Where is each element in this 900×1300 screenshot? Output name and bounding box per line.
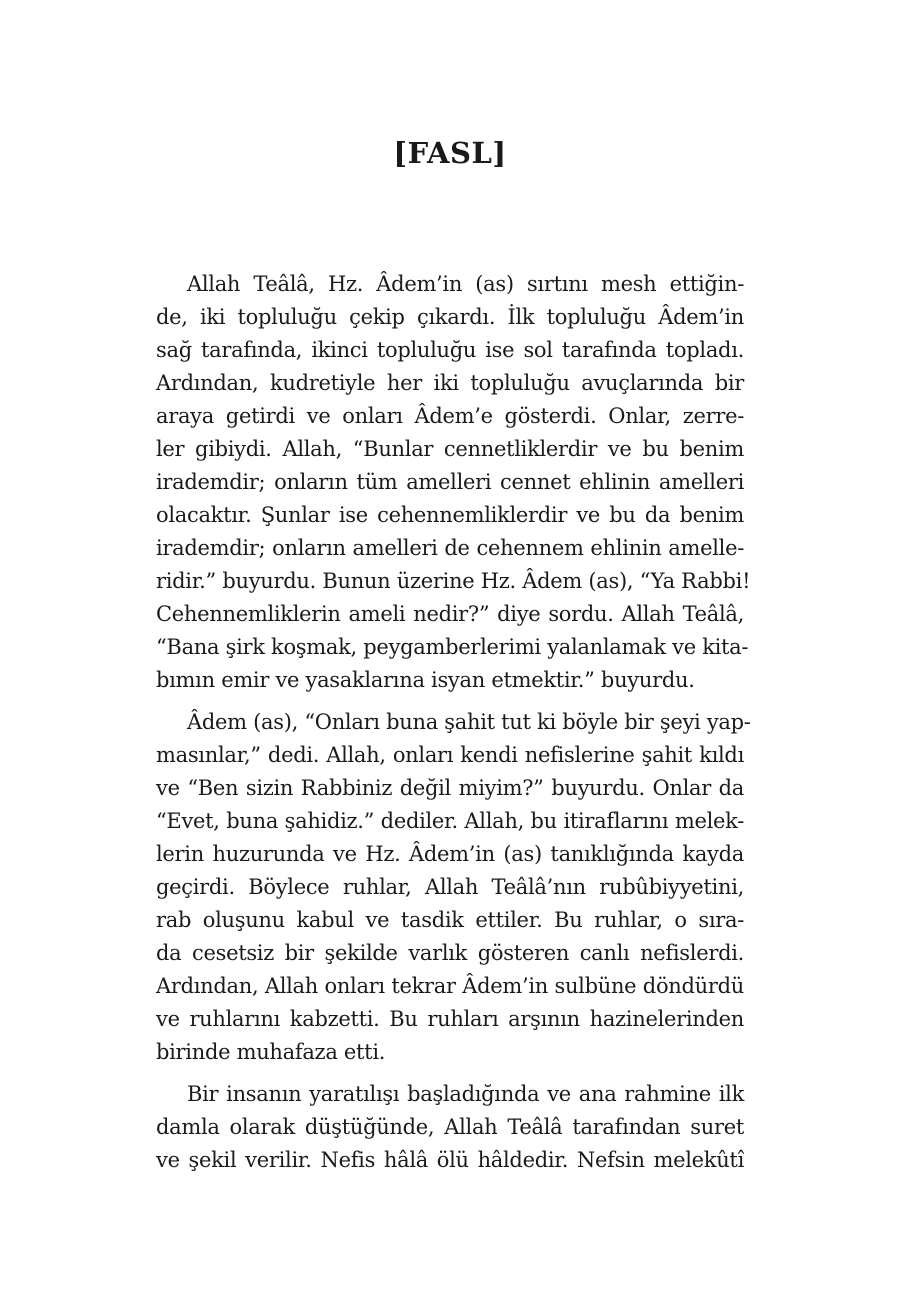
text-line: Ardından, kudretiyle her iki topluluğu avuçlarında bir [156,371,744,395]
paragraph-gap [156,697,744,706]
text-line: ler gibiydi. Allah, “Bunlar cennetliklerdir ve bu benim [156,437,744,461]
text-line: “Evet, buna şahidiz.” dediler. Allah, bu itiraflarını melek- [156,809,744,833]
text-line: Bir insanın yaratılışı başladığında ve ana rahmine ilk [187,1082,744,1106]
text-line: ridir.” buyurdu. Bunun üzerine Hz. Âdem (as), “Ya Rabbi! [156,569,751,593]
text-line: birinde muhafaza etti. [156,1040,386,1064]
text-line: araya getirdi ve onları Âdem’e gösterdi. Onlar, zerre- [156,404,744,428]
body-text [156,268,751,1177]
text-line: Cehennemliklerin ameli nedir?” diye sordu. Allah Teâlâ, [156,602,744,626]
text-line: ve “Ben sizin Rabbiniz değil miyim?” buyurdu. Onlar da [156,776,744,800]
paragraph-2 [156,706,751,1069]
text-line: Ardından, Allah onları tekrar Âdem’in sulbüne döndürdü [156,974,744,998]
paragraph-gap [156,1069,744,1078]
text-line: Âdem (as), “Onları buna şahit tut ki böyle bir şeyi yap- [187,710,751,734]
paragraph-1 [156,268,751,697]
text-line: rab oluşunu kabul ve tasdik ettiler. Bu ruhlar, o sıra- [156,908,744,932]
text-line: sağ tarafında, ikinci topluluğu ise sol tarafında topladı. [156,338,744,362]
chapter-title: [FASL] [393,136,507,170]
text-line: damla olarak düştüğünde, Allah Teâlâ tarafından suret [156,1115,744,1139]
text-line: masınlar,” dedi. Allah, onları kendi nefislerine şahit kıldı [156,743,744,767]
text-line: ve şekil verilir. Nefis hâlâ ölü hâldedir. Nefsin melekûtî [156,1148,744,1172]
text-line: ve ruhlarını kabzetti. Bu ruhları arşının hazinelerinden [156,1007,744,1031]
text-line: geçirdi. Böylece ruhlar, Allah Teâlâ’nın rubûbiyyetini, [156,875,744,899]
paragraph-3 [156,1078,744,1177]
text-line: olacaktır. Şunlar ise cehennemliklerdir ve bu da benim [156,503,744,527]
text-line: irademdir; onların tüm amelleri cennet ehlinin amelleri [156,470,744,494]
text-line: da cesetsiz bir şekilde varlık gösteren canlı nefislerdi. [156,941,744,965]
text-line: de, iki topluluğu çekip çıkardı. İlk topluluğu Âdem’in [156,305,744,329]
text-line: lerin huzurunda ve Hz. Âdem’in (as) tanıklığında kayda [156,842,744,866]
text-line: irademdir; onların amelleri de cehennem ehlinin amelle- [156,536,744,560]
text-line: “Bana şirk koşmak, peygamberlerimi yalanlamak ve kita- [156,635,749,659]
text-line: bımın emir ve yasaklarına isyan etmektir.” buyurdu. [156,668,695,692]
text-line: Allah Teâlâ, Hz. Âdem’in (as) sırtını mesh ettiğin- [187,272,744,296]
